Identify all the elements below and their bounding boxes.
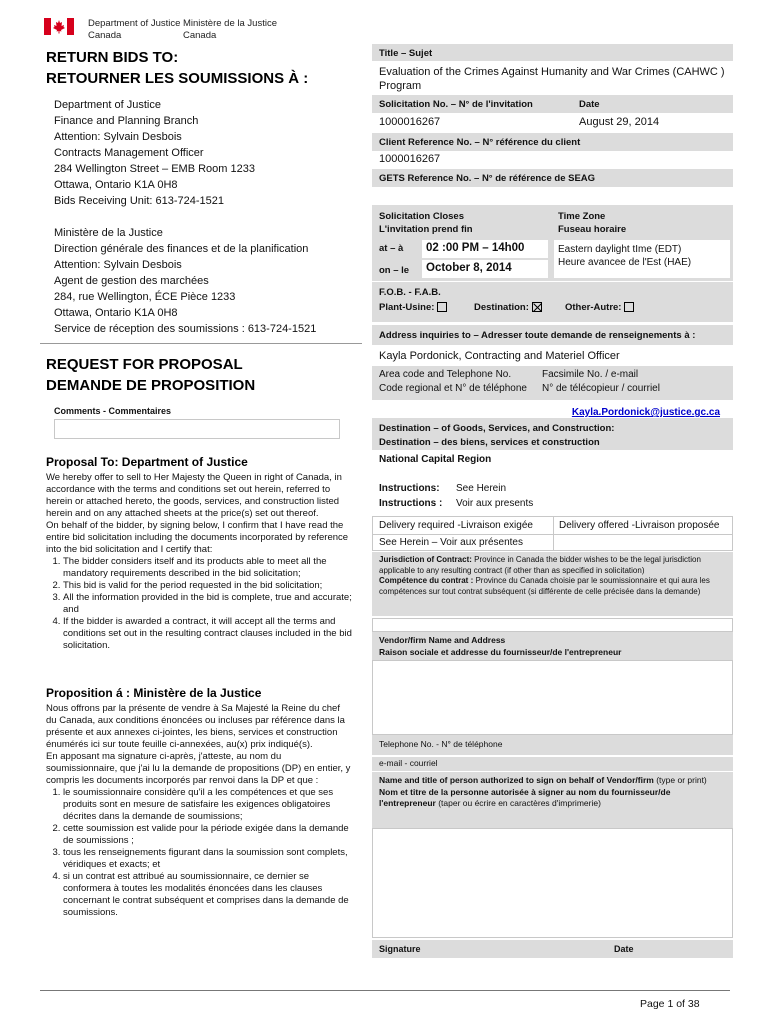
solicitation-values-row xyxy=(372,114,733,134)
comments-label: Comments - Commentaires xyxy=(54,406,172,416)
gets-ref-label: GETS Reference No. – N° de référence de SEAG xyxy=(372,169,733,187)
title-value: Evaluation of the Crimes Against Humanity and War Crimes (CAHWC ) Program xyxy=(379,66,725,92)
proposal-en-body: We hereby offer to sell to Her Majesty the Queen in right of Canada, in accordance with the terms and conditions set out herein, referred to herein or attached hereto, the goods, services, and construction listed herein and on any attached sheets at the price(s) set out thereof. On behalf of the bidder, by signing below, I confirm that I have read the entire bid solicitation including the documents incorporated by reference into the bid solicitation and I certify that: 1. The bidder considers itself and its products able to meet all the mandatory requirements described in the bid solicitation; 2. This bid is valid for the period requested in the bid solicitation; 3. All the information provided in the bid is complete, true and accurate; and 4. If the bidder is awarded a contract, it will accept all the terms and conditions set out in the resulting contract clauses included in the bid solicitation. xyxy=(46,472,352,652)
other-option[interactable]: Other-Autre: xyxy=(565,302,634,313)
solicitation-date: August 29, 2014 xyxy=(579,116,660,128)
plant-checkbox[interactable] xyxy=(437,302,447,312)
maple-leaf-icon xyxy=(52,19,66,34)
contact-labels-row: Area code and Telephone No. Code regional et N° de téléphone Facsimile No. / e-mail N° de télécopieur / courriel xyxy=(372,366,733,400)
destination-checkbox[interactable] xyxy=(532,302,542,312)
rfp-title: REQUEST FOR PROPOSAL DEMANDE DE PROPOSITION xyxy=(46,356,256,394)
footer-divider xyxy=(40,990,730,991)
fob-box: F.O.B. - F.A.B. Plant-Usine: Destination: Other-Autre: xyxy=(372,282,733,322)
title-label: Title – Sujet xyxy=(372,44,733,61)
client-ref-label: Client Reference No. – N° référence du client xyxy=(372,133,733,151)
jurisdiction-field[interactable] xyxy=(372,618,733,632)
proposal-en-heading: Proposal To: Department of Justice xyxy=(46,455,248,469)
department-name-fr: Ministère de la Justice Canada xyxy=(183,18,277,41)
contact-email-link[interactable]: Kayla.Pordonick@justice.gc.ca xyxy=(571,407,720,418)
signature-row: Signature Date xyxy=(372,940,733,958)
comments-field[interactable] xyxy=(54,419,340,439)
list-item: 3. tous les renseignements figurant dans la soumission sont complets, véridiques et exacts; et xyxy=(63,847,352,871)
authorized-signer-label: Name and title of person authorized to sign on behalf of Vendor/firm (type or print) Nom et titre de la personne autorisée à signer au nom du fournisseur/de l'entrepreneur (taper ou écrire en caractères d'imprimerie) xyxy=(372,772,733,828)
solicitation-number: 1000016267 xyxy=(379,116,441,128)
vendor-field[interactable] xyxy=(372,660,733,735)
time-zone-value: Eastern daylight tIme (EDT) Heure avancee de l'Est (HAE) xyxy=(554,240,730,278)
solicitation-header-row: Solicitation No. – N° de l'invitation Date xyxy=(372,95,733,113)
plant-usine-option[interactable]: Plant-Usine: xyxy=(379,302,447,313)
list-item: 1. le soumissionnaire considère qu'il a les compétences et que ses produits sont en mesure de satisfaire les exigences obligatoires décrites dans la demande de soumissions; xyxy=(63,787,352,823)
return-address-en: Department of Justice Finance and Planning Branch Attention: Sylvain Desbois Contracts Management Officer 284 Wellington Street – EMB Room 1233 Ottawa, Ontario K1A 0H8 Bids Receiving Unit: 613-724-1521 xyxy=(54,99,255,207)
instructions-box: Instructions: See Herein Instructions : Voir aux presents xyxy=(379,483,534,509)
department-name-en: Department of Justice Canada xyxy=(88,18,181,41)
divider xyxy=(40,343,362,344)
other-checkbox[interactable] xyxy=(624,302,634,312)
delivery-required-value: See Herein – Voir aux présentes xyxy=(372,534,733,551)
client-ref-value: 1000016267 xyxy=(379,153,441,165)
closing-time: 02 :00 PM – 14h00 xyxy=(422,240,548,258)
proposal-fr-body: Nous offrons par la présente de vendre à Sa Majesté la Reine du chef du Canada, aux conditions énoncées ou incluses par référence dans la présente et aux annexes ci-jointes, les biens, services et construction énumérés ici sur toute feuille ci-annexées, au(x) prix indiqué(s). En apposant ma signature ci-après, j'atteste, au nom du soumissionnaire, que j'ai lu la demande de propositions (DP) en entier, y compris les documents incorporés par renvoi dans la DP et que : 1. le soumissionnaire considère qu'il a les compétences et que ses produits sont en mesure de satisfaire les exigences obligatoires décrites dans la demande de soumissions; 2. cette soumission est valide pour la période exigée dans la demande de soumissions ; 3. tous les renseignements figurant dans la soumission sont complets, véridiques et exacts; et 4. si un contrat est attribué au soumissionnaire, ce dernier se conformera à toutes les modalités énoncées dans les clauses concernant le contrat subséquent et comprises dans la demande de soumissions. xyxy=(46,703,352,919)
destination-label: Destination – of Goods, Services, and Construction: Destination – des biens, services et construction xyxy=(372,418,733,450)
contact-email-row xyxy=(372,400,733,418)
gets-ref-value xyxy=(372,188,733,204)
vendor-label: Vendor/firm Name and Address Raison sociale et addresse du fournisseur/de l'entrepreneur xyxy=(372,632,733,660)
list-item: 2. cette soumission est valide pour la période exigée dans la demande de soumissions ; xyxy=(63,823,352,847)
list-item: 2. This bid is valid for the period requested in the bid solicitation; xyxy=(63,580,352,592)
jurisdiction-box: Jurisdiction of Contract: Province in Canada the bidder wishes to be the legal jurisdiction applicable to any resulting contract (if other than as specified in solicitation) Compétence du contrat : Province du Canada choisie par le soumissionnaire et qui aura les compétences sur tout contrat subséquent (si différente de celle précisée dans la demande) xyxy=(372,552,733,616)
email-label: e-mail - courriel xyxy=(372,757,733,771)
return-bids-title: RETURN BIDS TO: RETOURNER LES SOUMISSIONS À : xyxy=(46,49,309,87)
list-item: 3. All the information provided in the bid is complete, true and accurate; and xyxy=(63,592,352,616)
list-item: 4. If the bidder is awarded a contract, it will accept all the terms and conditions set out in the resulting contract clauses included in the bid solicitation. xyxy=(63,616,352,652)
telephone-label: Telephone No. - N° de téléphone xyxy=(372,735,733,755)
contact-name: Kayla Pordonick, Contracting and Materiel Officer xyxy=(379,350,620,362)
closing-date: October 8, 2014 xyxy=(422,260,548,278)
delivery-header-row: Delivery required -Livraison exigée Delivery offered -Livraison proposée xyxy=(372,516,733,535)
list-item: 4. si un contrat est attribué au soumissionnaire, ce dernier se conformera à toutes les modalités énoncées dans les clauses concernant le contrat subséquent et comprises dans la demande de soumissions. xyxy=(63,871,352,919)
solicitation-closes-box: Solicitation Closes L'invitation prend fin Time Zone Fuseau horaire at – à 02 :00 PM – 14h00 on – le October 8, 2014 Eastern daylight tIme (EDT) Heure avancee de l'Est (HAE) xyxy=(372,205,733,281)
page-number: Page 1 of 38 xyxy=(640,998,700,1010)
list-item: 1. The bidder considers itself and its products able to meet all the mandatory requirements described in the bid solicitation; xyxy=(63,556,352,580)
address-inquiries-label: Address inquiries to – Adresser toute demande de renseignements à : xyxy=(372,325,733,345)
canada-flag-logo xyxy=(44,18,74,35)
destination-value: National Capital Region xyxy=(379,454,492,465)
return-address-fr: Ministère de la Justice Direction générale des finances et de la planification Attention: Sylvain Desbois Agent de gestion des marchées 284, rue Wellington, ÉCE Pièce 1233 Ottawa, Ontario K1A 0H8 Service de réception des soumissions : 613-724-1521 xyxy=(54,227,317,335)
proposal-fr-heading: Proposition á : Ministère de la Justice xyxy=(46,686,262,700)
authorized-signer-field[interactable] xyxy=(372,828,733,938)
destination-option[interactable]: Destination: xyxy=(474,302,542,313)
